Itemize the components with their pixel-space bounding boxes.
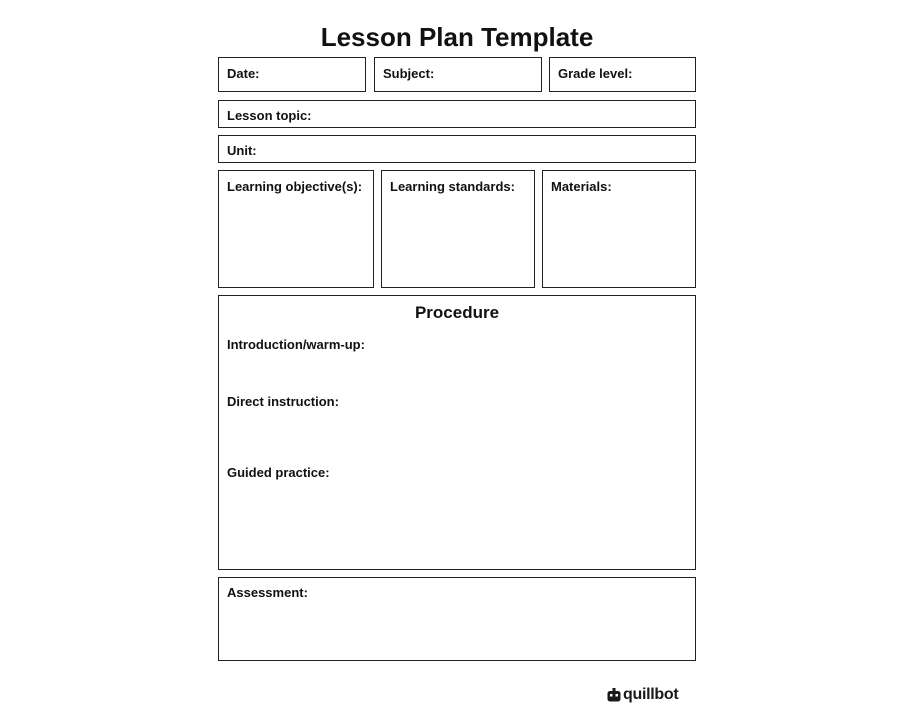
- assessment-label: Assessment:: [227, 585, 308, 600]
- direct-instruction-label: Direct instruction:: [227, 394, 339, 409]
- subject-field-box[interactable]: [374, 57, 542, 92]
- learning-objectives-box[interactable]: [218, 170, 374, 288]
- procedure-box[interactable]: [218, 295, 696, 570]
- learning-standards-label: Learning standards:: [390, 179, 515, 194]
- date-label: Date:: [227, 66, 260, 81]
- lesson-topic-field-box[interactable]: [218, 100, 696, 128]
- subject-label: Subject:: [383, 66, 435, 81]
- date-field-box[interactable]: [218, 57, 366, 92]
- quillbot-logo: [607, 684, 678, 706]
- grade-level-label: Grade level:: [558, 66, 633, 81]
- learning-objectives-label: Learning objective(s):: [227, 179, 363, 194]
- procedure-title: Procedure: [414, 303, 500, 322]
- page-title: Lesson Plan Template: [320, 22, 594, 52]
- lesson-topic-label: Lesson topic:: [227, 108, 312, 123]
- assessment-box[interactable]: [218, 577, 696, 661]
- introduction-label: Introduction/warm-up:: [227, 337, 365, 352]
- unit-field-box[interactable]: [218, 135, 696, 163]
- quillbot-wordmark: quillbot: [623, 686, 679, 703]
- quillbot-robot-icon: [607, 688, 621, 702]
- unit-label: Unit:: [227, 143, 257, 158]
- guided-practice-label: Guided practice:: [227, 465, 330, 480]
- materials-box[interactable]: [542, 170, 696, 288]
- materials-label: Materials:: [551, 179, 612, 194]
- grade-level-field-box[interactable]: [549, 57, 696, 92]
- learning-standards-box[interactable]: [381, 170, 535, 288]
